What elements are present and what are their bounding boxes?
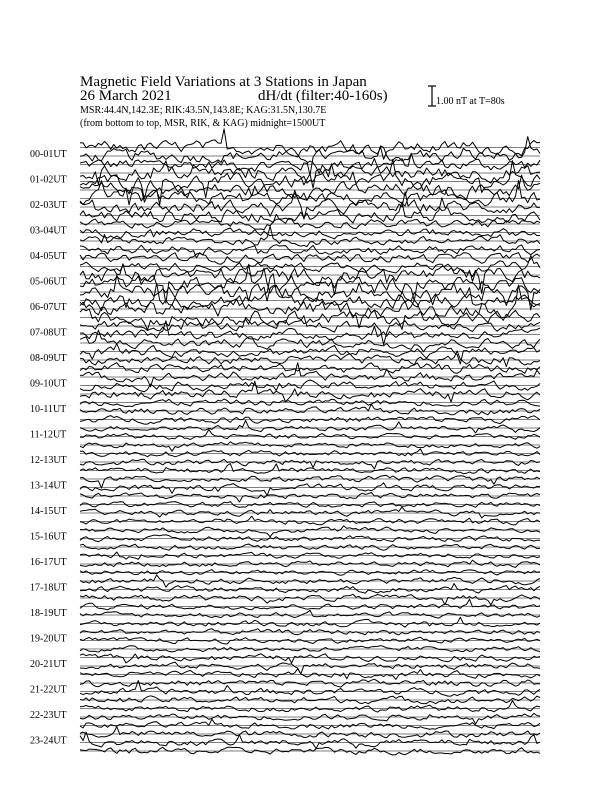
trace-msr: [80, 226, 540, 246]
hour-label: 16-17UT: [30, 557, 67, 568]
trace-kag: [80, 701, 540, 713]
hour-label: 07-08UT: [30, 327, 67, 339]
trace-rik: [80, 380, 540, 392]
hour-label: 12-13UT: [30, 455, 67, 466]
trace-rik: [80, 351, 540, 367]
trace-msr: [80, 719, 540, 729]
hour-label: 19-20UT: [30, 633, 67, 645]
trace-kag: [80, 654, 540, 663]
hour-label: 18-19UT: [30, 608, 67, 619]
trace-msr: [80, 309, 540, 330]
hour-label: 01-02UT: [30, 174, 67, 186]
trace-msr: [80, 363, 540, 374]
hour-label: 22-23UT: [30, 710, 67, 721]
trace-kag: [80, 399, 540, 407]
scale-label: 1.00 nT at T=80s: [436, 96, 505, 107]
trace-kag: [80, 599, 540, 610]
hour-label: 21-22UT: [30, 684, 67, 696]
trace-rik: [80, 483, 540, 496]
hour-label: 09-10UT: [30, 378, 67, 390]
trace-msr: [80, 256, 540, 282]
trace-rik: [80, 228, 540, 239]
trace-msr: [80, 416, 540, 425]
hour-labels: [30, 149, 67, 747]
trace-msr: [80, 617, 540, 627]
hour-label: 17-18UT: [30, 582, 67, 594]
trace-msr: [80, 669, 540, 680]
chart-title: Magnetic Field Variations at 3 Stations in Japan: [80, 74, 367, 90]
trace-rik: [80, 610, 540, 618]
hour-label: 23-24UT: [30, 735, 67, 747]
hour-label: 20-21UT: [30, 659, 67, 670]
hour-label: 10-11UT: [30, 404, 67, 415]
station-coords: MSR:44.4N,142.3E; RIK:43.5N,143.8E; KAG:31.5N,130.7E: [80, 105, 327, 116]
trace-rik: [80, 713, 540, 724]
trace-msr: [80, 198, 540, 224]
hour-label: 02-03UT: [30, 200, 67, 211]
trace-group: [80, 129, 540, 755]
hour-label: 08-09UT: [30, 353, 67, 364]
hour-label: 05-06UT: [30, 276, 67, 288]
trace-kag: [80, 421, 540, 433]
trace-rik: [80, 430, 540, 440]
hour-label: 04-05UT: [30, 251, 67, 262]
date-line: 26 March 2021: [80, 88, 172, 104]
trace-kag: [80, 526, 540, 537]
hour-label: 14-15UT: [30, 506, 67, 517]
trace-rik: [80, 507, 540, 518]
trace-msr: [80, 493, 540, 503]
station-order-note: (from bottom to top, MSR, RIK, & KAG) midnight=1500UT: [80, 118, 326, 129]
trace-rik: [80, 404, 540, 415]
hour-label: 15-16UT: [30, 531, 67, 543]
trace-rik: [80, 253, 540, 265]
hour-label: 00-01UT: [30, 149, 67, 160]
trace-kag: [80, 129, 540, 159]
trace-msr: [80, 442, 540, 451]
hour-label: 03-04UT: [30, 225, 67, 237]
quantity-label: dH/dt (filter:40-160s): [258, 88, 388, 104]
trace-kag: [80, 449, 540, 457]
trace-msr: [80, 464, 540, 474]
trace-msr: [80, 516, 540, 525]
hour-label: 13-14UT: [30, 480, 67, 492]
hour-label: 06-07UT: [30, 302, 67, 313]
trace-rik: [80, 584, 540, 594]
hour-label: 11-12UT: [30, 429, 67, 441]
trace-msr: [80, 175, 540, 202]
trace-rik: [80, 285, 540, 328]
trace-kag: [80, 727, 540, 738]
